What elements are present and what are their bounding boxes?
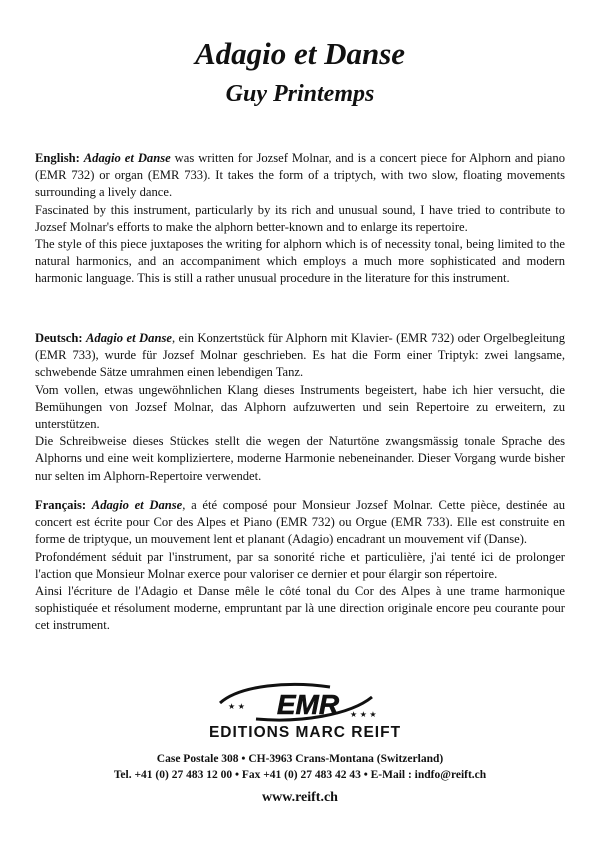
francais-section [35, 497, 565, 635]
english-paragraph-2: Fascinated by this instrument, particularly by its rich and unusual sound, I have tried to contribute to Jozsef Molnar's efforts to make the alphorn better-known and to enlarge its repertoire. [35, 202, 565, 234]
deutsch-section [35, 330, 565, 485]
logo-mark: EMR [276, 689, 340, 720]
publisher-contact: Tel. +41 (0) 27 483 12 00 • Fax +41 (0) 27 483 42 43 • E-Mail : indfo@reift.ch [113, 769, 487, 781]
publisher-website[interactable]: www.reift.ch [262, 790, 338, 805]
english-paragraph-3: The style of this piece juxtaposes the writing for alphorn which is of necessity tonal, being limited to the natural harmonics, and an accompaniment which employs a much more sophisticated and modern harmonic language. This is still a rather unusual procedure in the literature for this instrument. [35, 237, 565, 286]
logo-name: EDITIONS MARC REIFT [208, 724, 402, 741]
deutsch-label: Deutsch: [35, 331, 83, 345]
composer-name: Guy Printemps [225, 81, 375, 107]
logo-stars-left: ★ ★ [228, 702, 245, 711]
deutsch-paragraph-3: Die Schreibweise dieses Stückes stellt die wegen der Naturtöne zwangsmässig tonale Sprache des Alphorns und eine weit kompliziertere, moderne Harmonie nebeneinander. Dieser Vorgang wurde bisher nur selten im Alphorn-Repertoire verwendet. [35, 434, 565, 483]
francais-label: Français: [35, 498, 87, 512]
deutsch-paragraph-2: Vom vollen, etwas ungewöhnlichen Klang dieses Instruments begeistert, habe ich hier versucht, die Bemühungen von Jozsef Molnar, das Alphorn aufzuwerten und sein Repertoire zu erweitern, zu unterstützen. [35, 382, 565, 432]
emr-logo [200, 679, 410, 741]
english-paragraph-1 [35, 150, 565, 202]
english-label: English: [35, 151, 80, 165]
publisher-address: Case Postale 308 • CH-3963 Crans-Montana (Switzerland) [156, 753, 444, 765]
english-work-title: Adagio et Danse [83, 151, 171, 165]
deutsch-work-title: Adagio et Danse [86, 331, 172, 345]
francais-paragraph-3: Ainsi l'écriture de l'Adagio et Danse mêle le côté tonal du Cor des Alpes à une trame harmonique sophistiquée et résolument moderne, empruntant par là une direction originale encore peu courante pour cet instrument. [35, 584, 565, 633]
logo-stars-right: ★ ★ ★ [350, 710, 377, 719]
francais-paragraph-1-text: , a été composé pour Monsieur Jozsef Molnar. Cette pièce, destinée au concert est écrite pour Cor des Alpes et Piano (EMR 732) ou Orgue (EMR 733). Elle est construite en forme de triptyque, un mouvement lent et planant (Adagio) encadrant un mouvement vif (Danse). [35, 498, 566, 547]
work-title: Adagio et Danse [194, 36, 406, 71]
english-section [35, 150, 565, 288]
francais-paragraph-2: Profondément séduit par l'instrument, par sa sonorité riche et particulière, j'ai tenté ici de prolonger l'action que Monsieur Molnar exerce pour valoriser ce dernier et pour élargir son répertoire. [35, 549, 565, 581]
deutsch-paragraph-1 [35, 330, 565, 382]
francais-work-title: Adagio et Danse [91, 498, 183, 512]
english-paragraph-1-text: was written for Jozsef Molnar, and is a concert piece for Alphorn and piano (EMR 732) or organ (EMR 733). It takes the form of a triptych, with two slow, floating movements surrounding a lively dance. [35, 151, 565, 200]
francais-paragraph-1 [35, 497, 565, 549]
deutsch-paragraph-1-text: , ein Konzertstück für Alphorn mit Klavier- (EMR 732) oder Orgelbegleitung (EMR 733), wurde für Jozsef Molnar geschrieben. Es hat die Form einer Triptyk: zwei langsame, schwebende Sätze umrahmen einen lebendigen Tanz. [35, 331, 565, 380]
